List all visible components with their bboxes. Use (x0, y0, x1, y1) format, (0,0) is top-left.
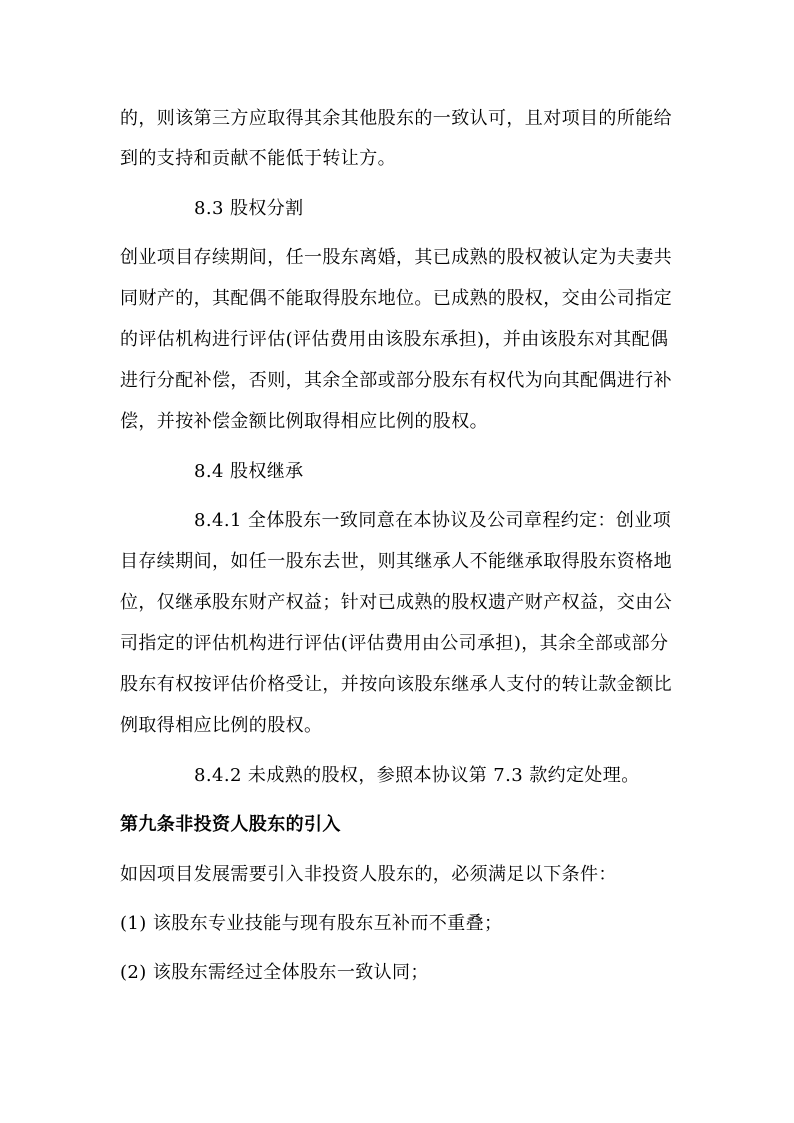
paragraph-line: 8.4.1 全体股东一致同意在本协议及公司章程约定：创业项 (194, 510, 672, 531)
paragraph-line: 例取得相应比例的股权。 (120, 715, 323, 736)
paragraph-line: 股东有权按评估价格受让，并按向该股东继承人支付的转让款金额比 (120, 674, 672, 695)
paragraph-line: 偿，并按补偿金额比例取得相应比例的股权。 (120, 411, 488, 432)
paragraph-line: 的，则该第三方应取得其余其他股东的一致认可，且对项目的所能给 (120, 108, 672, 129)
paragraph-line: 位，仅继承股东财产权益；针对已成熟的股权遗产财产权益，交由公 (120, 592, 672, 613)
paragraph-line: 同财产的，其配偶不能取得股东地位。已成熟的股权，交由公司指定 (120, 288, 672, 309)
list-item: (1) 该股东专业技能与现有股东互补而不重叠； (120, 913, 503, 934)
paragraph-line: 创业项目存续期间，任一股东离婚，其已成熟的股权被认定为夫妻共 (120, 247, 672, 268)
paragraph-line: 目存续期间，如任一股东去世，则其继承人不能继承取得股东资格地 (120, 551, 672, 572)
paragraph-line: 的评估机构进行评估(评估费用由该股东承担)，并由该股东对其配偶 (120, 329, 669, 350)
paragraph-line: 到的支持和贡献不能低于转让方。 (120, 148, 396, 169)
paragraph-line: 8.4.2 未成熟的股权，参照本协议第 7.3 款约定处理。 (194, 765, 640, 786)
paragraph-line: 进行分配补偿，否则，其余全部或部分股东有权代为向其配偶进行补 (120, 370, 672, 391)
section-heading-8-3: 8.3 股权分割 (194, 198, 304, 219)
paragraph-line: 如因项目发展需要引入非投资人股东的，必须满足以下条件： (120, 864, 617, 885)
list-item: (2) 该股东需经过全体股东一致认同； (120, 962, 429, 983)
section-heading-8-4: 8.4 股权继承 (194, 461, 304, 482)
article-heading: 第九条非投资人股东的引入 (120, 814, 341, 835)
paragraph-line: 司指定的评估机构进行评估(评估费用由公司承担)，其余全部或部分 (120, 633, 669, 654)
